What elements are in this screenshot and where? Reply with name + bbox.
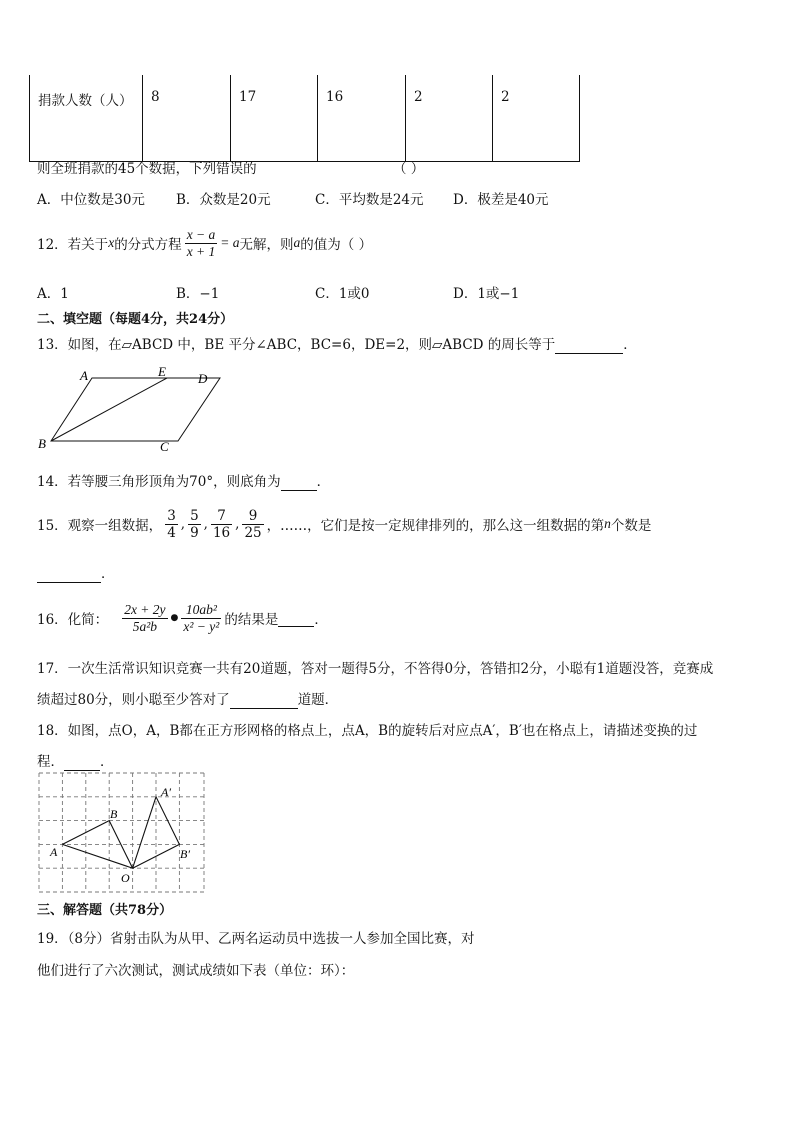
label-c: C (160, 439, 169, 454)
answer-blank (555, 337, 623, 354)
q16-fraction-1 (122, 602, 167, 635)
q12-frac-num: x − a (186, 226, 216, 242)
answer-blank (230, 692, 298, 709)
q11-option-b: B．众数是20元 (176, 192, 271, 208)
q15-fraction-2 (188, 508, 201, 541)
frac-den: 25 (244, 524, 262, 541)
q15-text-b: ，……，它们是按一定规律排列的，那么这一组数据的第 (266, 518, 605, 534)
q15-fraction-4 (242, 508, 263, 541)
frac-num: 5 (190, 507, 199, 524)
frac-den: 4 (167, 524, 176, 541)
q11-option-c: C．平均数是24元 (315, 192, 424, 208)
q15-answer-line (37, 562, 115, 583)
q14-end: ． (316, 474, 331, 490)
frac-den: 9 (190, 524, 199, 541)
q18-line-1: 18．如图，点O，A，B都在正方形网格的格点上，点A，B的旋转后对应点A′，B′也在格点上，请描述变换的过 (37, 723, 698, 739)
frac-den: 16 (212, 524, 231, 541)
q19-line-1: 19．（8分）省射击队为从甲、乙两名运动员中选拔一人参加全国比赛，对 (37, 931, 475, 947)
q12-eq: = a (220, 235, 240, 250)
q17-line-1: 17．一次生活常识知识竞赛一共有20道题，答对一题得5分，不答得0分，答错扣2分，小聪有1道题没答，竞赛成 (37, 661, 714, 677)
label-a: A (50, 845, 58, 859)
parallelogram-figure (30, 362, 230, 454)
q16-text: 16．化简： (37, 612, 109, 628)
frac-num: 9 (242, 508, 263, 525)
q15-text-a: 15．观察一组数据， (37, 518, 163, 534)
q12-text-a: 12．若关于 (37, 237, 109, 253)
q11-option-a: A．中位数是30元 (37, 192, 145, 208)
q11-bracket: （ ） (393, 161, 425, 177)
q12-option-c: C．1或0 (315, 286, 370, 302)
label-e: E (158, 364, 166, 379)
table-cell: 8 (143, 75, 231, 162)
triangles (62, 797, 179, 868)
table-cell: 2 (493, 75, 580, 162)
q14-text: 14．若等腰三角形顶角为70°，则底角为 (37, 474, 281, 490)
q15-text-c: 个数是 (610, 518, 652, 534)
frac-num: 2x + 2y (124, 601, 166, 617)
parallelogram-abcd (51, 378, 220, 441)
frac-den: 5a²b (132, 618, 158, 634)
q16-end: ． (314, 612, 328, 628)
q12-text-b: 的分式方程 (114, 237, 182, 253)
label-b-prime: B′ (180, 847, 190, 861)
answer-blank (37, 566, 101, 583)
q12-option-a: A．1 (37, 286, 69, 302)
q12-option-b: B．−1 (176, 286, 220, 302)
label-o: O (121, 871, 130, 885)
donation-table (29, 75, 580, 162)
q17-text-b: 道题． (297, 692, 339, 708)
table-cell: 17 (231, 75, 318, 162)
label-a-prime: A′ (161, 785, 171, 799)
label-b: B (38, 436, 46, 451)
frac-num: 7 (211, 508, 232, 525)
q16-fraction-2 (181, 602, 221, 635)
answer-blank (278, 610, 314, 627)
q15-var-n: n (604, 516, 611, 531)
label-d: D (198, 371, 208, 386)
frac-num: 3 (167, 507, 176, 524)
table-cell: 16 (318, 75, 406, 162)
multiply-dot: ● (170, 613, 179, 623)
q15-fraction-1 (165, 508, 178, 541)
section-3-title: 三、解答题（共78分） (37, 903, 173, 918)
frac-den: x² − y² (183, 618, 220, 634)
q12-var-a: a (293, 235, 301, 250)
q13-stem (37, 333, 637, 354)
label-a: A (80, 368, 88, 383)
table-header-cell: 捐款人数（人） (30, 75, 143, 162)
segment-be (51, 378, 167, 441)
q12-stem (37, 226, 372, 260)
q15-stem: 15．观察一组数据， $\frac{3}{4}$ , $\frac{5}{9}$ , $\frac{7}{16}$ , $\frac{9}{25}$ ，……，它们是按一定规律排列的，那么这一组数据的第 n 个数是 (37, 507, 652, 541)
answer-blank (281, 474, 317, 491)
q18-end: ． (100, 754, 114, 770)
label-b: B (110, 807, 118, 821)
q11-option-d: D．极差是40元 (453, 192, 549, 208)
section-2-title: 二、填空题（每题4分，共24分） (37, 312, 234, 327)
q12-frac-den: x + 1 (186, 243, 216, 259)
q17-line-2 (37, 688, 338, 709)
q12-var-x: x (108, 235, 115, 250)
q13-text: 13．如图，在▱ABCD 中，BE 平分∠ABC，BC=6，DE=2，则▱ABCD 的周长等于 (37, 337, 556, 353)
q16-tail: 的结果是 (224, 612, 279, 628)
q18-text: 程． (37, 754, 64, 770)
q12-option-d: D．1或−1 (453, 286, 520, 302)
q13-end: ． (623, 337, 637, 353)
q19-line-2: 他们进行了六次测试，测试成绩如下表（单位：环）： (37, 963, 355, 979)
rotation-grid-figure (38, 772, 208, 894)
table-row (30, 75, 580, 162)
q12-fraction (185, 227, 218, 260)
q18-line-2 (37, 750, 114, 771)
q15-end: ． (101, 566, 115, 582)
q14-stem (37, 470, 330, 491)
q12-text-c: 无解，则 (239, 237, 294, 253)
q17-text-a: 绩超过80分，则小聪至少答对了 (37, 692, 230, 708)
q11-stem: 则全班捐款的45个数据，下列错误的 (37, 161, 257, 177)
q12-text-d: 的值为（ ） (300, 237, 373, 253)
table-cell: 2 (406, 75, 493, 162)
frac-num: 10ab² (181, 602, 221, 619)
answer-blank (64, 754, 100, 771)
q16-stem (37, 598, 328, 638)
q15-fraction-3 (211, 508, 232, 541)
